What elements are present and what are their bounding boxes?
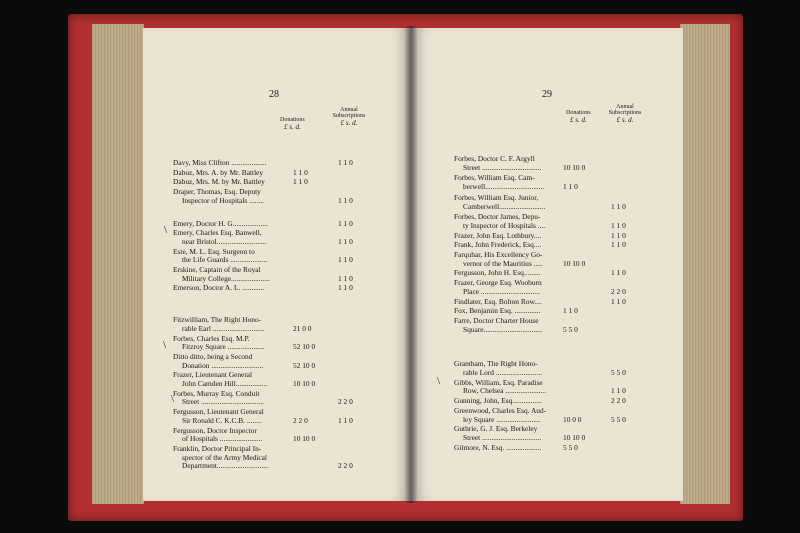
annual-amount: 1 1 0 <box>611 201 626 211</box>
subscriber-entry <box>454 425 679 442</box>
donation-amount: 2 2 0 <box>293 415 308 425</box>
subscriber-entry <box>454 307 679 316</box>
subscriber-name-line: rable Earl ............................ <box>182 323 265 333</box>
donation-amount: 10 10 0 <box>293 434 316 444</box>
subscriber-entry <box>454 155 679 172</box>
subscriber-entry <box>454 317 679 334</box>
donation-amount: 1 1 0 <box>563 306 578 316</box>
subscriber-entry <box>454 251 679 268</box>
subscriber-name-line: Forbes, William Esq. Junior, <box>454 192 539 202</box>
donation-amount: 1 1 0 <box>293 177 308 187</box>
donation-amount: 10 10 0 <box>563 432 586 442</box>
subscriber-name-line: the Life Guards .................... <box>182 255 268 265</box>
subscriber-name-line: Camberwell......................... <box>463 201 546 211</box>
donation-amount: 1 1 0 <box>293 167 308 177</box>
subscriber-name-line: Inspector of Hospitals ........ <box>182 195 264 205</box>
subscriber-name-line: Fox, Benjamin Esq. .............. <box>454 306 541 316</box>
annual-amount: 1 1 0 <box>611 296 626 306</box>
subscriber-name-line: Emerson, Doctor A. L. ............ <box>173 283 265 293</box>
subscriber-name-line: Frank, John Frederick, Esq.... <box>454 240 542 250</box>
subscriber-name-line: Donation ............................ <box>182 360 264 370</box>
annual-amount: 2 2 0 <box>611 286 626 296</box>
subscriber-name-line: Emery, Doctor H. G................... <box>173 218 268 228</box>
subscriber-entry <box>454 379 679 396</box>
subscriber-entry <box>173 248 398 265</box>
check-mark: \ <box>163 339 167 351</box>
subscriber-name-line: Dabuz, Mrs. M. by Mr. Battley <box>173 177 265 187</box>
subscriber-entry <box>173 169 398 178</box>
subscriber-name-line: Frazer, Lieutenant General <box>173 370 253 380</box>
subscriber-name-line: Department............................ <box>182 461 269 471</box>
check-mark: \ <box>171 393 175 405</box>
subscriber-entry <box>454 444 679 453</box>
subscriber-entry <box>173 371 398 388</box>
right-page <box>411 28 683 501</box>
subscriber-entry <box>173 390 398 407</box>
subscriber-entry <box>173 335 398 352</box>
subscriber-entry <box>454 279 679 296</box>
subscriber-name-line: Franklin, Doctor Principal In- <box>173 443 262 453</box>
donation-amount: 1 1 0 <box>563 182 578 192</box>
subscriber-name-line: Fergusson, Doctor Inspector <box>173 425 257 435</box>
subscriber-entry <box>173 408 398 425</box>
subscriber-entry <box>173 284 398 293</box>
subscriber-entry <box>173 353 398 370</box>
check-mark: \ <box>164 224 168 236</box>
subscriber-list <box>173 159 398 471</box>
subscriber-entry <box>173 220 398 229</box>
subscriber-name-line: Street ................................ <box>463 432 542 442</box>
subscriber-name-line: Gibbs, William, Esq. Paradise <box>454 377 543 387</box>
annual-amount: 1 1 0 <box>338 158 353 167</box>
donations-header: Donations £ s. d. <box>280 117 305 131</box>
subscriber-name-line: Forbes, Murray Esq. Conduit <box>173 388 260 398</box>
subscriber-name-line: spector of the Army Medical <box>182 452 267 462</box>
subscriber-entry <box>454 397 679 406</box>
annual-amount: 1 1 0 <box>338 283 353 293</box>
subscriber-name-line: berwell................................ <box>463 182 545 192</box>
annual-amount: 1 1 0 <box>611 230 626 240</box>
donation-amount: 10 10 0 <box>293 379 316 389</box>
annual-amount: 1 1 0 <box>338 415 353 425</box>
subscriber-name-line: near Bristol........................... <box>182 236 267 246</box>
subscriber-name-line: Frazer, George Esq. Wooburn <box>454 278 542 288</box>
donation-amount: 52 10 0 <box>293 360 316 370</box>
subscriber-entry <box>173 266 398 283</box>
subscriber-list <box>454 155 679 452</box>
subscriber-name-line: Farre, Doctor Charter House <box>454 315 539 325</box>
left-page <box>143 28 411 501</box>
subscriber-name-line: Fitzwilliam, The Right Hono- <box>173 315 262 325</box>
annual-amount: 1 1 0 <box>338 195 353 205</box>
subscriber-entry <box>454 232 679 241</box>
page-number: 29 <box>542 89 552 100</box>
annual-amount: 5 5 0 <box>611 414 626 424</box>
annual-amount: 1 1 0 <box>338 236 353 246</box>
subscriber-entry <box>173 316 398 333</box>
subscriber-name-line: Dabuz, Mrs. A. by Mr. Battley <box>173 167 264 177</box>
subscriber-entry <box>173 159 398 168</box>
donation-amount: 5 5 0 <box>563 442 578 452</box>
subscriber-entry <box>173 178 398 187</box>
annual-amount: 1 1 0 <box>338 255 353 265</box>
subscriber-name-line: Forbes, William Esq. Cam- <box>454 173 535 183</box>
subscriber-name-line: Guthrie, G. J. Esq. Berkeley <box>454 424 538 434</box>
subscriber-name-line: Ditto ditto, being a Second <box>173 351 253 361</box>
subscriber-name-line: Greenwood, Charles Esq. Aud- <box>454 405 547 415</box>
subscriber-name-line: Place ................................ <box>463 286 540 296</box>
subscriber-entry <box>173 427 398 444</box>
subscriber-name-line: ley Square ........................ <box>463 414 541 424</box>
subscriber-entry <box>454 407 679 424</box>
subscriber-name-line: John Camden Hill................. <box>182 379 268 389</box>
subscriber-entry <box>173 229 398 246</box>
subscriber-name-line: Square................................ <box>463 324 543 334</box>
subscriber-name-line: Fitzroy Square .................... <box>182 342 265 352</box>
annual-amount: 5 5 0 <box>611 368 626 378</box>
annual-amount: 1 1 0 <box>611 220 626 230</box>
annual-amount: 1 1 0 <box>611 386 626 396</box>
check-mark: \ <box>437 375 441 387</box>
subscriber-name-line: Frazer, John Esq. Lothbury.... <box>454 230 542 240</box>
subscriber-name-line: Emery, Charles Esq. Banwell, <box>173 228 262 238</box>
annual-amount: 1 1 0 <box>338 218 353 228</box>
subscriber-entry <box>454 174 679 191</box>
subscriber-entry <box>173 188 398 205</box>
annual-amount: 1 1 0 <box>338 273 353 283</box>
subscriber-entry <box>454 360 679 377</box>
subscriber-name-line: Gilmore, N. Esq. ................... <box>454 442 542 452</box>
subscriber-name-line: Forbes, Doctor James, Depu- <box>454 212 541 222</box>
subscriber-name-line: Street .................................. <box>182 397 264 407</box>
right-page-edges <box>680 24 730 504</box>
subscriber-name-line: Sir Ronald C. K.C.B. ........ <box>182 415 262 425</box>
subscriber-name-line: of Hospitals ....................... <box>182 434 263 444</box>
subscriber-name-line: Draper, Thomas, Esq. Deputy <box>173 187 261 197</box>
subscriber-entry <box>454 194 679 211</box>
donation-amount: 5 5 0 <box>563 324 578 334</box>
subscriber-name-line: ty Inspector of Hospitals .... <box>463 220 546 230</box>
subscriber-entry <box>454 298 679 307</box>
subscriber-name-line: vernor of the Mauritius ..... <box>463 258 543 268</box>
subscriber-entry <box>454 241 679 250</box>
subscriber-name-line: Fergusson, Lieutenant General <box>173 407 264 417</box>
donation-amount: 52 10 0 <box>293 342 316 352</box>
annual-amount: 1 1 0 <box>611 240 626 250</box>
subscriber-entry <box>173 445 398 471</box>
book-gutter <box>405 26 417 503</box>
subscriber-name-line: Fergusson, John H. Esq......... <box>454 268 541 278</box>
annual-subscriptions-header: Annual Subscriptions £ s. d. <box>608 104 642 124</box>
subscriber-name-line: Forbes, Charles Esq. M.P. <box>173 333 250 343</box>
subscriber-name-line: Erskine, Captain of the Royal <box>173 265 261 275</box>
subscriber-name-line: Street ................................ <box>463 162 542 172</box>
annual-amount: 2 2 0 <box>338 397 353 407</box>
subscriber-name-line: Forbes, Doctor C. F. Argyll <box>454 154 535 163</box>
subscriber-name-line: Farquhar, His Excellency Go- <box>454 250 543 260</box>
subscriber-name-line: Gunning, John, Esq................ <box>454 396 542 406</box>
left-page-edges <box>92 24 144 504</box>
subscriber-name-line: Grantham, The Right Hono- <box>454 359 538 369</box>
subscriber-name-line: Military College..................... <box>182 273 270 283</box>
donation-amount: 10 10 0 <box>563 258 586 268</box>
subscriber-name-line: Davy, Miss Clifton ................... <box>173 158 267 167</box>
subscriber-name-line: Row, Chelsea ...................... <box>463 386 547 396</box>
donation-amount: 10 0 0 <box>563 414 582 424</box>
subscriber-entry <box>454 269 679 278</box>
annual-amount: 1 1 0 <box>611 268 626 278</box>
annual-subscriptions-header: Annual Subscriptions £ s. d. <box>332 107 366 127</box>
subscriber-entry <box>454 213 679 230</box>
donations-header: Donations £ s. d. <box>566 110 591 124</box>
page-number: 28 <box>269 89 279 100</box>
annual-amount: 2 2 0 <box>338 461 353 471</box>
subscriber-name-line: Findlater, Esq. Bolton Row.... <box>454 296 542 306</box>
donation-amount: 10 10 0 <box>563 162 586 172</box>
subscriber-name-line: Este, M. L. Esq. Surgeon to <box>173 246 255 256</box>
donation-amount: 21 0 0 <box>293 323 312 333</box>
subscriber-name-line: rable Lord ......................... <box>463 368 543 378</box>
annual-amount: 2 2 0 <box>611 396 626 406</box>
